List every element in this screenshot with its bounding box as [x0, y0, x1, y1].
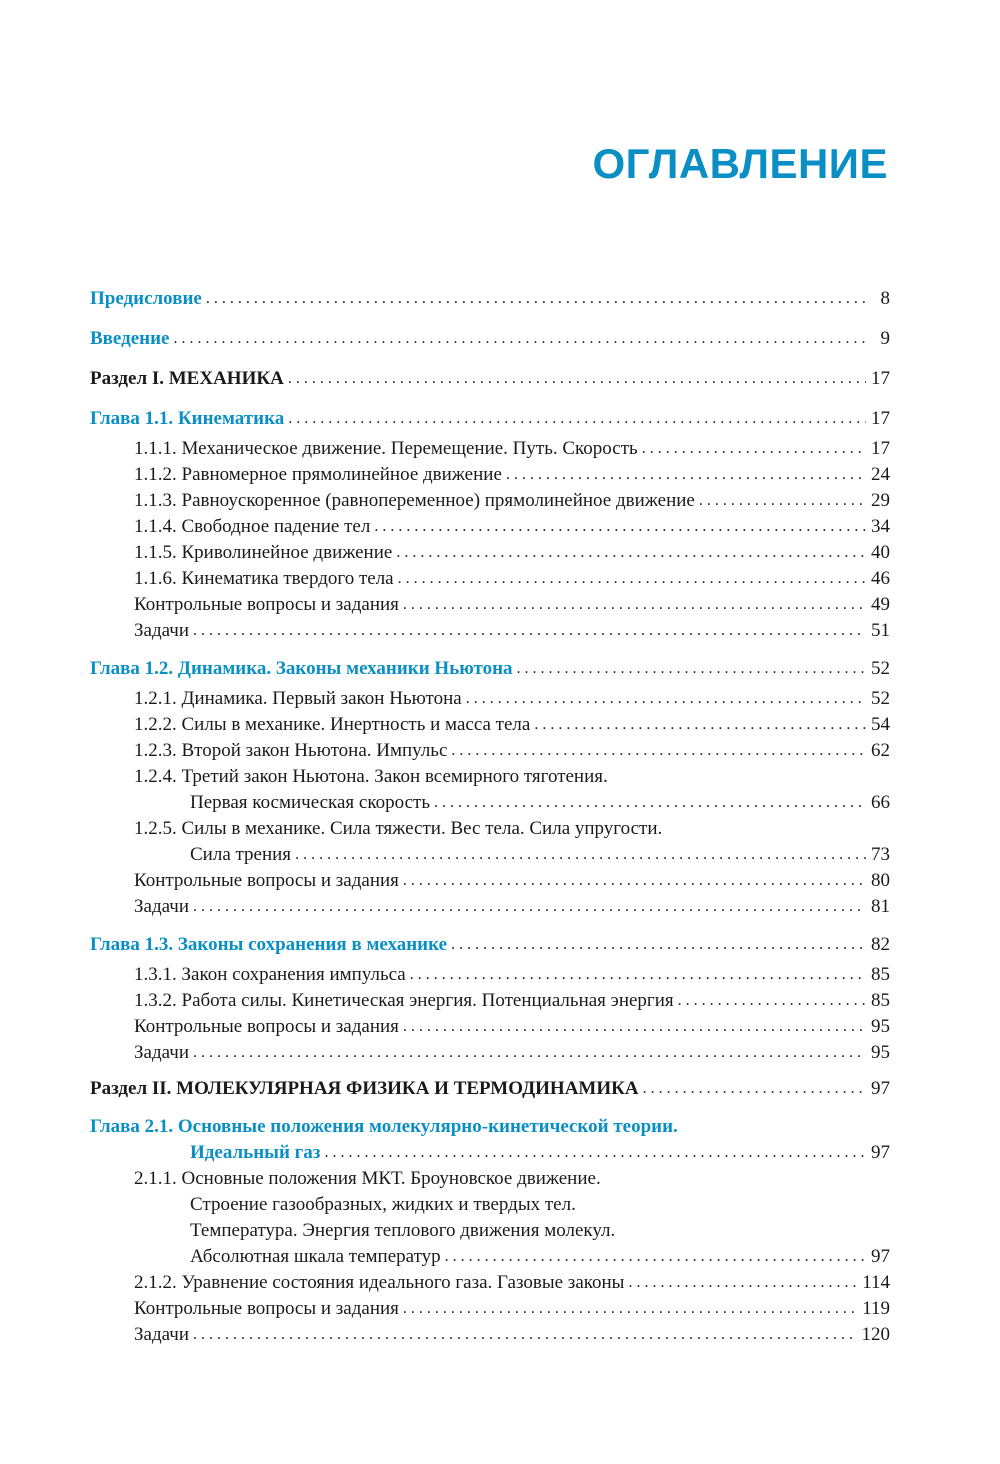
- toc-entry-section-2[interactable]: [90, 1076, 890, 1102]
- toc-entry-label: 1.1.4. Свободное падение тел: [90, 514, 374, 540]
- dot-leader: [206, 288, 866, 310]
- dot-leader: [445, 1246, 866, 1268]
- dot-leader: [398, 568, 866, 590]
- toc-entry-label: Сила трения: [90, 842, 295, 868]
- toc-entry-1-2-1[interactable]: [90, 686, 890, 712]
- toc-entry-section-1[interactable]: [90, 366, 890, 392]
- toc-page-number: 24: [871, 464, 890, 485]
- toc-entry-label: 1.3.2. Работа силы. Кинетическая энергия. Потенциальная энергия: [90, 988, 678, 1014]
- toc-entry-2-1-1-line3: Температура. Энергия теплового движения молекул.: [190, 1220, 616, 1241]
- dot-leader: [288, 408, 866, 430]
- dot-leader: [403, 1298, 858, 1320]
- dot-leader: [193, 1042, 866, 1064]
- toc-entry-chapter-1-1[interactable]: [90, 406, 890, 432]
- toc-entry-review-questions-1-3[interactable]: [90, 1014, 890, 1040]
- dot-leader: [699, 490, 866, 512]
- toc-entry-1-3-1[interactable]: [90, 962, 890, 988]
- toc-page-number: 114: [862, 1272, 890, 1293]
- toc-entry-2-1-1-line2: Строение газообразных, жидких и твердых тел.: [190, 1194, 576, 1215]
- toc-page-number: 34: [871, 516, 890, 537]
- toc-page-number: 17: [871, 438, 890, 459]
- toc-entry-1-3-2[interactable]: [90, 988, 890, 1014]
- toc-page-number: 52: [871, 688, 890, 709]
- toc-entry-chapter-2-1[interactable]: [90, 1140, 890, 1166]
- dot-leader: [193, 1324, 857, 1346]
- toc-entry-1-2-4-line1: 1.2.4. Третий закон Ньютона. Закон всемирного тяготения.: [134, 766, 608, 787]
- toc-entry-label: 1.1.3. Равноускоренное (равнопеременное) прямолинейное движение: [90, 488, 699, 514]
- page-title: ОГЛАВЛЕНИЕ: [592, 140, 888, 187]
- toc-entry-label: Первая космическая скорость: [90, 790, 434, 816]
- toc-entry-label: Предисловие: [90, 286, 206, 312]
- toc-entry-chapter-1-2[interactable]: [90, 656, 890, 682]
- toc-entry-label: Абсолютная шкала температур: [90, 1244, 445, 1270]
- toc-entry-label: Раздел II. МОЛЕКУЛЯРНАЯ ФИЗИКА И ТЕРМОДИНАМИКА: [90, 1076, 643, 1102]
- toc-page-number: 9: [880, 328, 890, 349]
- toc-entry-problems-1-3[interactable]: [90, 1040, 890, 1066]
- dot-leader: [396, 542, 866, 564]
- dot-leader: [403, 870, 866, 892]
- toc-entry-label: Идеальный газ: [90, 1140, 324, 1166]
- toc-page-number: 29: [871, 490, 890, 511]
- toc-entry-1-1-4[interactable]: [90, 514, 890, 540]
- dot-leader: [506, 464, 866, 486]
- toc-entry-label: 1.1.2. Равномерное прямолинейное движение: [90, 462, 506, 488]
- toc-entry-problems-1-1[interactable]: [90, 618, 890, 644]
- toc-entry-chapter-1-3[interactable]: [90, 932, 890, 958]
- toc-entry-1-2-2[interactable]: [90, 712, 890, 738]
- toc-entry-label: 1.3.1. Закон сохранения импульса: [90, 962, 410, 988]
- toc-page-number: 51: [871, 620, 890, 641]
- dot-leader: [295, 844, 866, 866]
- dot-leader: [193, 896, 866, 918]
- toc-entry-review-questions-2-1[interactable]: [90, 1296, 890, 1322]
- toc-entry-label: Глава 1.3. Законы сохранения в механике: [90, 932, 451, 958]
- toc-entry-problems-1-2[interactable]: [90, 894, 890, 920]
- toc-entry-1-1-5[interactable]: [90, 540, 890, 566]
- toc-entry-label: Введение: [90, 326, 174, 352]
- toc-page-number: 95: [871, 1042, 890, 1063]
- toc-page-number: 17: [871, 368, 890, 389]
- toc-page-number: 97: [871, 1142, 890, 1163]
- toc-page-number: 81: [871, 896, 890, 917]
- toc-page-number: 40: [871, 542, 890, 563]
- toc-entry-problems-2-1[interactable]: [90, 1322, 890, 1348]
- toc-entry-2-1-1[interactable]: [90, 1244, 890, 1270]
- toc-page-number: 97: [871, 1246, 890, 1267]
- toc-entry-1-1-1[interactable]: [90, 436, 890, 462]
- dot-leader: [193, 620, 866, 642]
- toc-page-number: 95: [871, 1016, 890, 1037]
- toc-entry-1-2-5-line1: 1.2.5. Силы в механике. Сила тяжести. Вес тела. Сила упругости.: [134, 818, 663, 839]
- toc-entry-label: Задачи: [90, 894, 193, 920]
- toc-page-number: 66: [871, 792, 890, 813]
- toc-page-number: 80: [871, 870, 890, 891]
- dot-leader: [324, 1142, 866, 1164]
- toc-entry-label: 1.1.6. Кинематика твердого тела: [90, 566, 398, 592]
- toc-entry-label: 1.2.3. Второй закон Ньютона. Импульс: [90, 738, 451, 764]
- dot-leader: [517, 658, 866, 680]
- toc-entry-label: 1.1.1. Механическое движение. Перемещение. Путь. Скорость: [90, 436, 642, 462]
- dot-leader: [403, 1016, 866, 1038]
- dot-leader: [410, 964, 866, 986]
- toc-entry-label: Задачи: [90, 618, 193, 644]
- toc-entry-2-1-1-line1: 2.1.1. Основные положения МКТ. Броуновское движение.: [134, 1168, 601, 1189]
- toc-entry-label: 1.2.2. Силы в механике. Инертность и масса тела: [90, 712, 534, 738]
- toc-page-number: 120: [861, 1324, 890, 1345]
- toc-entry-chapter-2-1-line1: Глава 2.1. Основные положения молекулярно-кинетической теории.: [90, 1116, 678, 1137]
- dot-leader: [288, 368, 866, 390]
- dot-leader: [374, 516, 866, 538]
- toc-page-number: 73: [871, 844, 890, 865]
- toc-page-number: 54: [871, 714, 890, 735]
- toc-entry-1-1-6[interactable]: [90, 566, 890, 592]
- toc-entry-label: 1.1.5. Криволинейное движение: [90, 540, 396, 566]
- dot-leader: [534, 714, 866, 736]
- toc-page-number: 17: [871, 408, 890, 429]
- dot-leader: [466, 688, 866, 710]
- dot-leader: [451, 740, 866, 762]
- toc-entry-1-2-5[interactable]: [90, 842, 890, 868]
- toc-entry-review-questions-1-2[interactable]: [90, 868, 890, 894]
- toc-entry-label: Глава 1.1. Кинематика: [90, 406, 288, 432]
- toc-page-number: 49: [871, 594, 890, 615]
- dot-leader: [451, 934, 866, 956]
- toc-entry-2-1-2[interactable]: [90, 1270, 890, 1296]
- toc-entry-label: 2.1.2. Уравнение состояния идеального газа. Газовые законы: [90, 1270, 628, 1296]
- toc-page-number: 8: [880, 288, 890, 309]
- dot-leader: [628, 1272, 858, 1294]
- dot-leader: [174, 328, 867, 350]
- toc-entry-label: Контрольные вопросы и задания: [90, 868, 403, 894]
- toc-page-number: 62: [871, 740, 890, 761]
- dot-leader: [403, 594, 866, 616]
- toc-entry-1-2-3[interactable]: [90, 738, 890, 764]
- toc-entry-label: Глава 1.2. Динамика. Законы механики Ньютона: [90, 656, 517, 682]
- dot-leader: [642, 438, 866, 460]
- toc-entry-1-1-2[interactable]: [90, 462, 890, 488]
- toc-entry-review-questions-1-1[interactable]: [90, 592, 890, 618]
- toc-entry-preface[interactable]: [90, 286, 890, 312]
- dot-leader: [678, 990, 866, 1012]
- dot-leader: [643, 1078, 866, 1100]
- toc-entry-label: Задачи: [90, 1040, 193, 1066]
- dot-leader: [434, 792, 866, 814]
- toc-entry-label: Контрольные вопросы и задания: [90, 1296, 403, 1322]
- toc-entry-label: Задачи: [90, 1322, 193, 1348]
- toc-page-number: 97: [871, 1078, 890, 1099]
- toc-entry-label: Контрольные вопросы и задания: [90, 1014, 403, 1040]
- toc-page-number: 52: [871, 658, 890, 679]
- toc-page-number: 46: [871, 568, 890, 589]
- toc-page-number: 85: [871, 990, 890, 1011]
- toc-entry-label: Контрольные вопросы и задания: [90, 592, 403, 618]
- toc-entry-label: Раздел I. МЕХАНИКА: [90, 366, 288, 392]
- toc-page-number: 82: [871, 934, 890, 955]
- toc-page-number: 119: [862, 1298, 890, 1319]
- toc-entry-1-1-3[interactable]: [90, 488, 890, 514]
- toc-entry-1-2-4[interactable]: [90, 790, 890, 816]
- toc-entry-label: 1.2.1. Динамика. Первый закон Ньютона: [90, 686, 466, 712]
- toc-entry-introduction[interactable]: [90, 326, 890, 352]
- toc-page-number: 85: [871, 964, 890, 985]
